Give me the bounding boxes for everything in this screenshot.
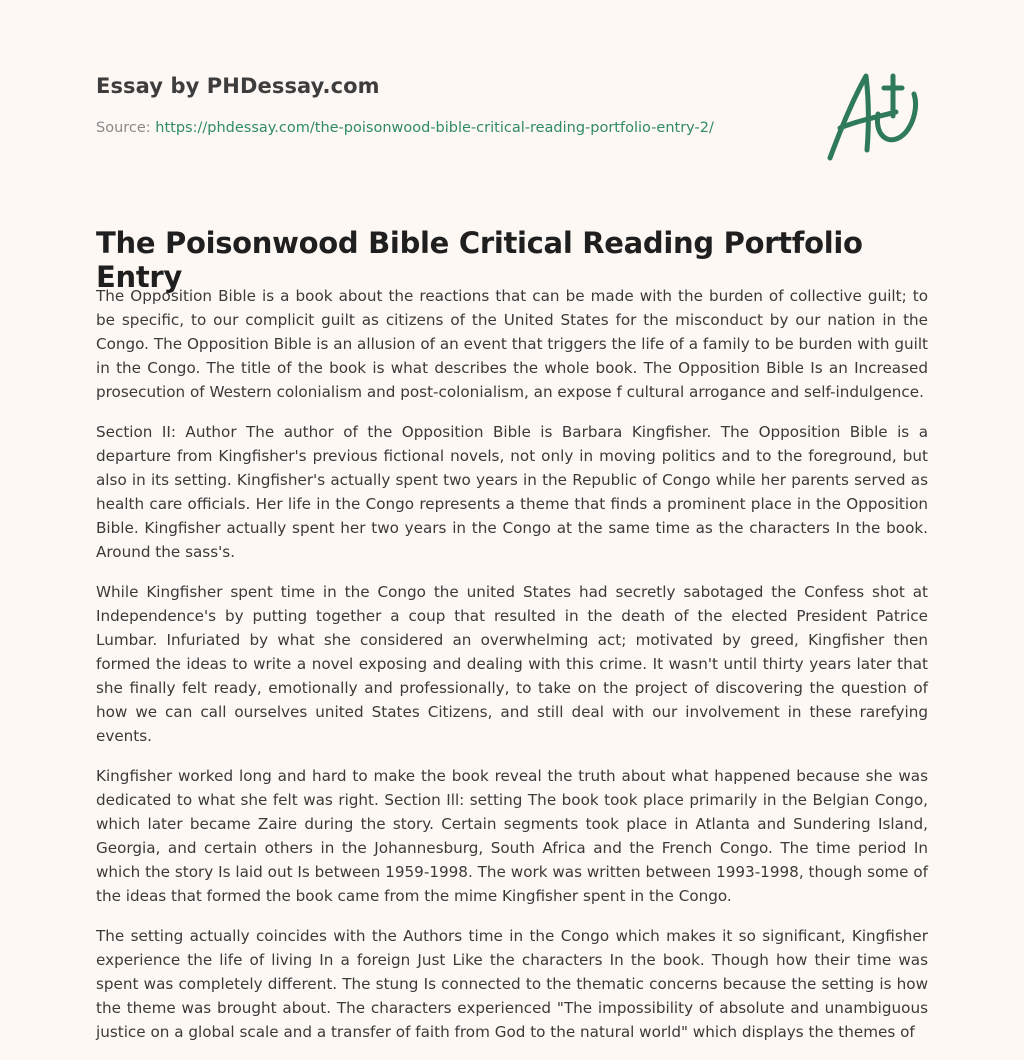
- essay-paragraph: The setting actually coincides with the Authors time in the Congo which makes it so significant, Kingfisher experience the life of living In a foreign Just Like the characters In the book. Though how their time was spent was completely different. The stung Is connected to the thematic concerns because the setting is how the theme was brought about. The characters experienced "The impossibility of absolute and unambiguous justice on a global scale and a transfer of faith from God to the natural world" which displays the themes of: [96, 927, 928, 1041]
- essay-body: [96, 284, 928, 1060]
- a-plus-grade-icon: [822, 66, 932, 166]
- essay-paragraph: While Kingfisher spent time in the Congo the united States had secretly sabotaged the Confess shot at Independence's by putting together a coup that resulted in the death of the elected President Patrice Lumbar. Infuriated by what she considered an overwhelming act; motivated by greed, Kingfisher then formed the ideas to write a novel exposing and dealing with this crime. It wasn't until thirty years later that she finally felt ready, emotionally and professionally, to take on the project of discovering the question of how we can call ourselves united States Citizens, and still deal with our involvement in these rarefying events.: [96, 583, 928, 745]
- source-line: [96, 120, 796, 136]
- essay-paragraph: Section II: Author The author of the Opposition Bible is Barbara Kingfisher. The Opposition Bible is a departure from Kingfisher's previous fictional novels, not only in moving politics and to the foreground, but also in its setting. Kingfisher's actually spent two years in the Republic of Congo while her parents served as health care officials. Her life in the Congo represents a theme that finds a prominent place in the Opposition Bible. Kingfisher actually spent her two years in the Congo at the same time as the characters In the book. Around the sass's.: [96, 423, 928, 561]
- source-label: Source:: [96, 120, 151, 136]
- essay-paragraph: The Opposition Bible is a book about the reactions that can be made with the burden of collective guilt; to be specific, to our complicit guilt as citizens of the United States for the misconduct by our nation in the Congo. The Opposition Bible is an allusion of an event that triggers the life of a family to be burden with guilt in the Congo. The title of the book is what describes the whole book. The Opposition Bible Is an Increased prosecution of Western colonialism and post-colonialism, an expose f cultural arrogance and self-indulgence.: [96, 287, 928, 401]
- page-title: The Poisonwood Bible Critical Reading Portfolio Entry: [96, 226, 863, 294]
- essay-paragraph: Kingfisher worked long and hard to make the book reveal the truth about what happened because she was dedicated to what she felt was right. Section Ill: setting The book took place primarily in the Belgian Congo, which later became Zaire during the story. Certain segments took place in Atlanta and Sundering Island, Georgia, and certain others in the Johannesburg, South Africa and the French Congo. The time period In which the story Is laid out Is between 1959-1998. The work was written between 1993-1998, though some of the ideas that formed the book came from the mime Kingfisher spent in the Congo.: [96, 767, 928, 905]
- site-brand: Essay by PHDessay.com: [96, 74, 380, 98]
- page-header: [96, 74, 796, 136]
- source-link[interactable]: https://phdessay.com/the-poisonwood-bible-critical-reading-portfolio-entry-2/: [155, 120, 714, 136]
